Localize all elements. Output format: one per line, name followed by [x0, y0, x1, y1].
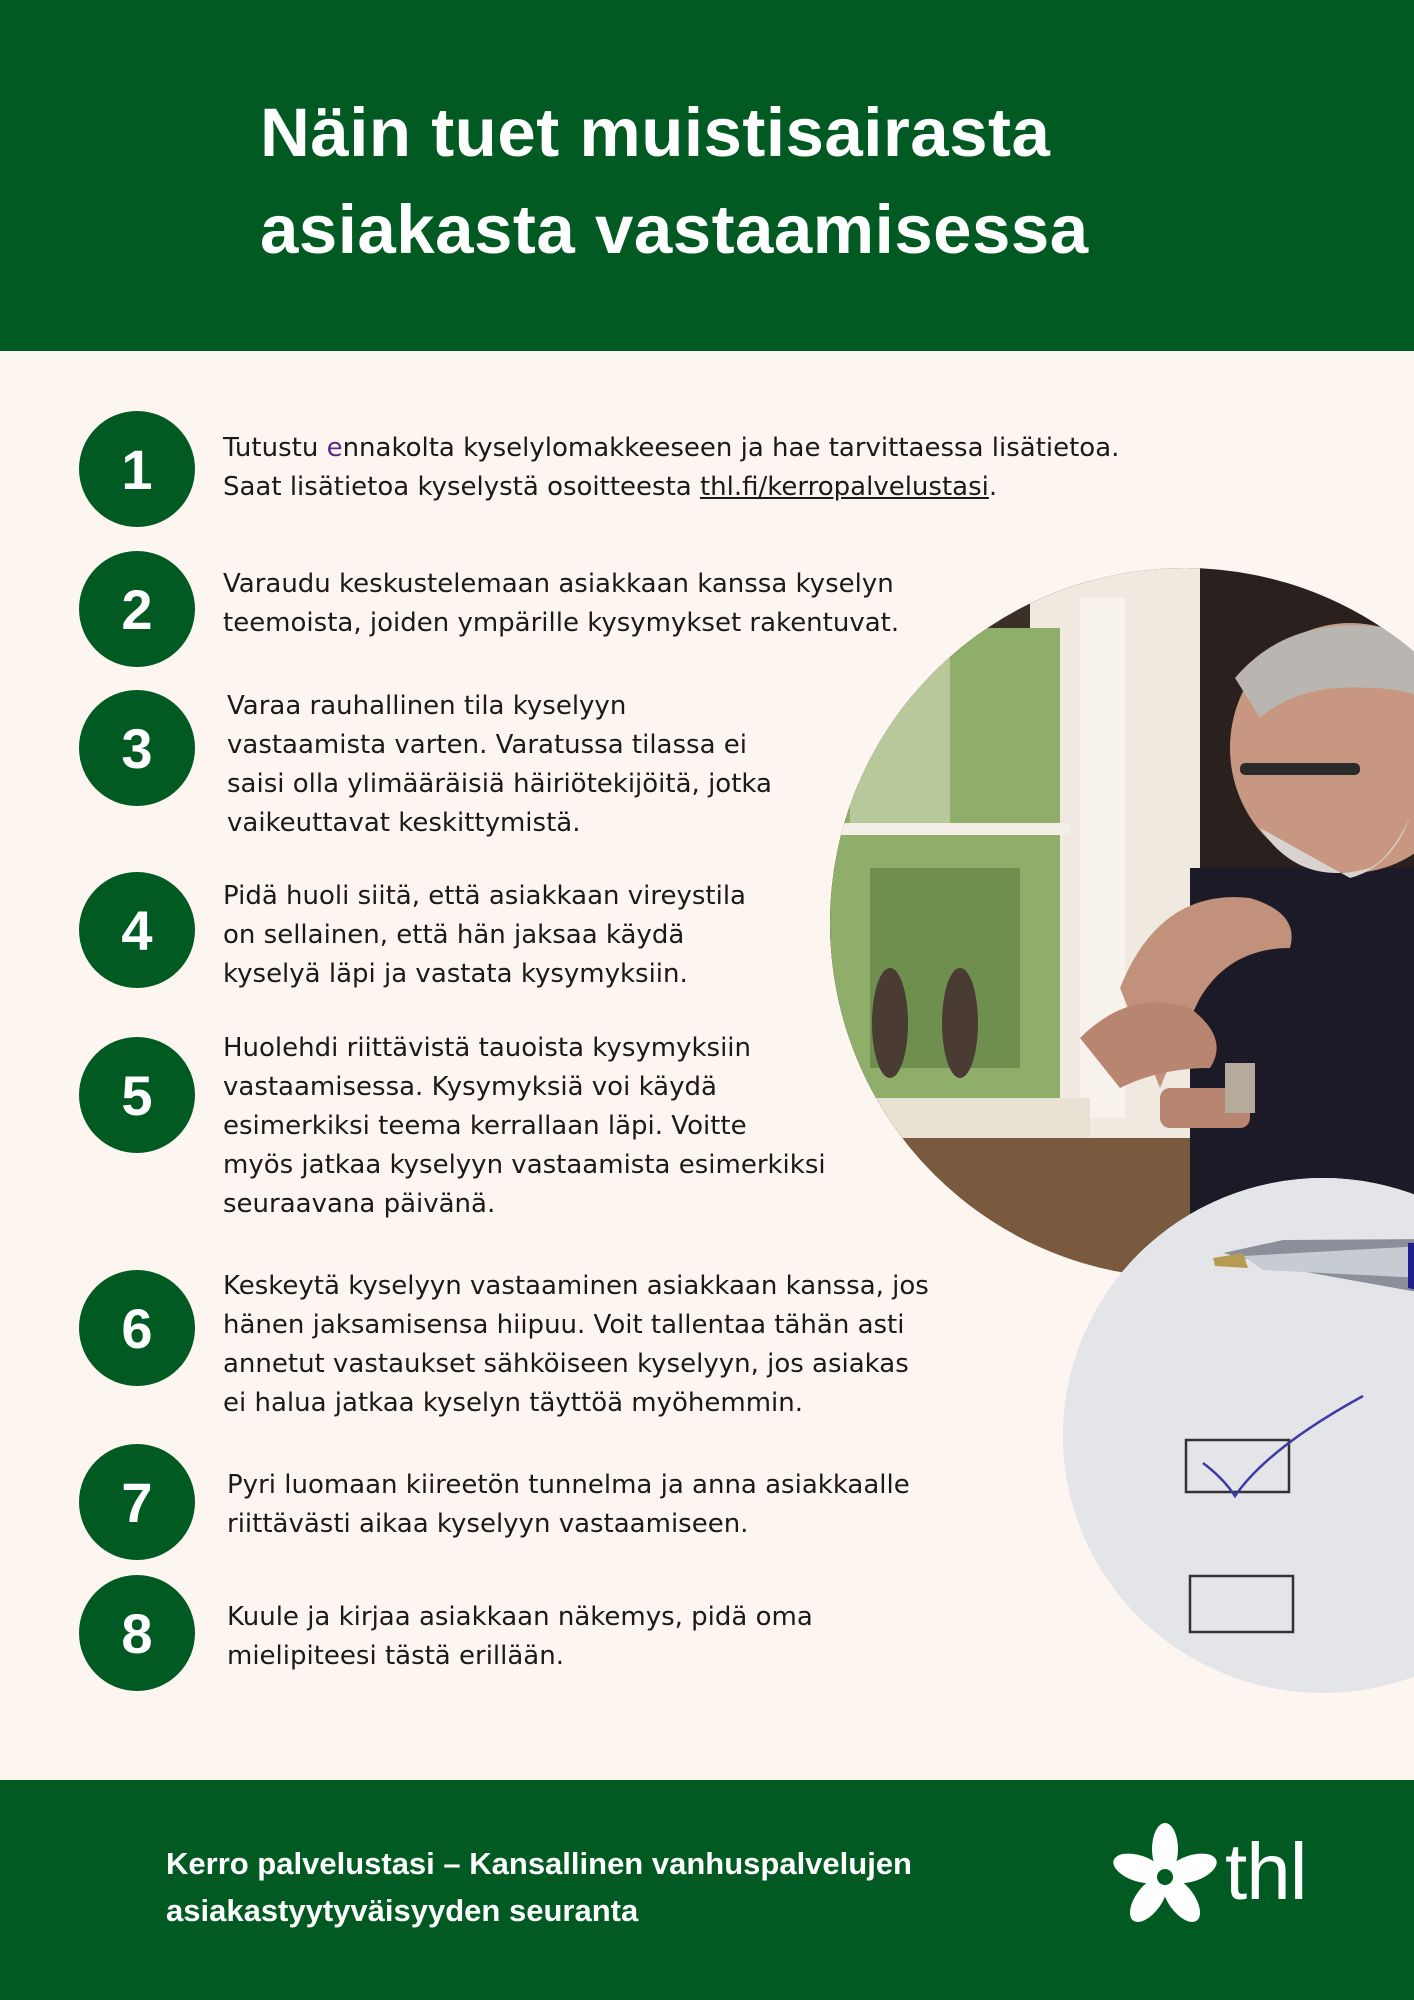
step-number-1: [79, 411, 195, 527]
step-number-2: [79, 551, 195, 667]
website-link[interactable]: thl.fi/kerropalvelustasi: [699, 472, 989, 502]
title-line-1: Näin tuet muistisairasta: [260, 94, 1051, 171]
footer-line-1: Kerro palvelustasi – Kansallinen vanhuspalvelujen: [166, 1846, 912, 1881]
text-line: Pidä huoli siitä, että asiakkaan vireystila: [223, 881, 746, 911]
text-line: Kuule ja kirjaa asiakkaan näkemys, pidä oma: [227, 1602, 813, 1632]
step-number-label: 8: [121, 1601, 153, 1665]
step-3-text: [227, 687, 847, 843]
text-line: Pyri luomaan kiireetön tunnelma ja anna asiakkaalle: [227, 1470, 910, 1500]
thl-logo-text: thl: [1225, 1827, 1307, 1916]
header-banner: [0, 0, 1414, 351]
step-1-text-accent: e: [326, 433, 343, 463]
page-title: [260, 84, 1360, 278]
step-number-label: 3: [121, 716, 153, 780]
text-line: ei halua jatkaa kyselyn täyttöä myöhemmin.: [223, 1388, 804, 1418]
text-line: esimerkiksi teema kerrallaan läpi. Voitte: [223, 1111, 747, 1141]
text-line: seuraavana päivänä.: [223, 1189, 496, 1219]
text-line: vaikeuttavat keskittymistä.: [227, 808, 581, 838]
text-line: mielipiteesi tästä erillään.: [227, 1641, 564, 1671]
text-line: riittävästi aikaa kyselyyn vastaamiseen.: [227, 1509, 749, 1539]
step-number-label: 6: [121, 1296, 153, 1360]
footer-caption: [166, 1840, 1066, 1934]
step-number-5: [79, 1037, 195, 1153]
step-number-7: [79, 1444, 195, 1560]
flower-icon: [1110, 1822, 1220, 1932]
text-line: Keskeytä kyselyyn vastaaminen asiakkaan kanssa, jos: [223, 1271, 929, 1301]
step-4-text: [223, 877, 843, 994]
text-line: Huolehdi riittävistä tauoista kysymyksiin: [223, 1033, 751, 1063]
step-1-line2: Saat lisätietoa kyselystä osoitteesta: [223, 472, 700, 502]
step-5-text: [223, 1029, 883, 1224]
step-number-label: 1: [121, 437, 153, 501]
footer-banner: [0, 1780, 1414, 2000]
step-number-label: 4: [121, 898, 153, 962]
text-line: kyselyä läpi ja vastata kysymyksiin.: [223, 959, 688, 989]
text-line: Varaudu keskustelemaan asiakkaan kanssa kyselyn: [223, 569, 894, 599]
thl-logo: [1110, 1822, 1350, 1942]
text-line: saisi olla ylimääräisiä häiriötekijöitä, jotka: [227, 769, 772, 799]
text-line: vastaamisessa. Kysymyksiä voi käydä: [223, 1072, 717, 1102]
step-number-label: 5: [121, 1063, 153, 1127]
step-7-text: [227, 1466, 1027, 1544]
text-line: Varaa rauhallinen tila kyselyyn: [227, 691, 627, 721]
step-number-6: [79, 1270, 195, 1386]
step-number-3: [79, 690, 195, 806]
text-line: teemoista, joiden ympärille kysymykset rakentuvat.: [223, 608, 900, 638]
title-line-2: asiakasta vastaamisessa: [260, 191, 1089, 268]
step-1-line2-end: .: [988, 472, 998, 502]
step-8-text: [227, 1598, 1027, 1676]
step-1-text-part: nnakolta kyselylomakkeeseen ja hae tarvittaessa lisätietoa.: [342, 433, 1120, 463]
text-line: myös jatkaa kyselyyn vastaamista esimerkiksi: [223, 1150, 826, 1180]
step-1-text-part: Tutustu: [223, 433, 327, 463]
step-number-8: [79, 1575, 195, 1691]
step-number-4: [79, 872, 195, 988]
text-line: vastaamista varten. Varatussa tilassa ei: [227, 730, 747, 760]
step-number-label: 7: [121, 1470, 153, 1534]
text-line: on sellainen, että hän jaksaa käydä: [223, 920, 685, 950]
step-number-label: 2: [121, 577, 153, 641]
elderly-man-photo: [830, 568, 1414, 1278]
step-1-text: [223, 429, 1223, 507]
text-line: annetut vastaukset sähköiseen kyselyyn, jos asiakas: [223, 1349, 909, 1379]
step-2-text: [223, 565, 983, 643]
step-6-text: [223, 1267, 1023, 1423]
text-line: hänen jaksamisensa hiipuu. Voit tallentaa tähän asti: [223, 1310, 905, 1340]
footer-line-2: asiakastyytyväisyyden seuranta: [166, 1893, 639, 1928]
